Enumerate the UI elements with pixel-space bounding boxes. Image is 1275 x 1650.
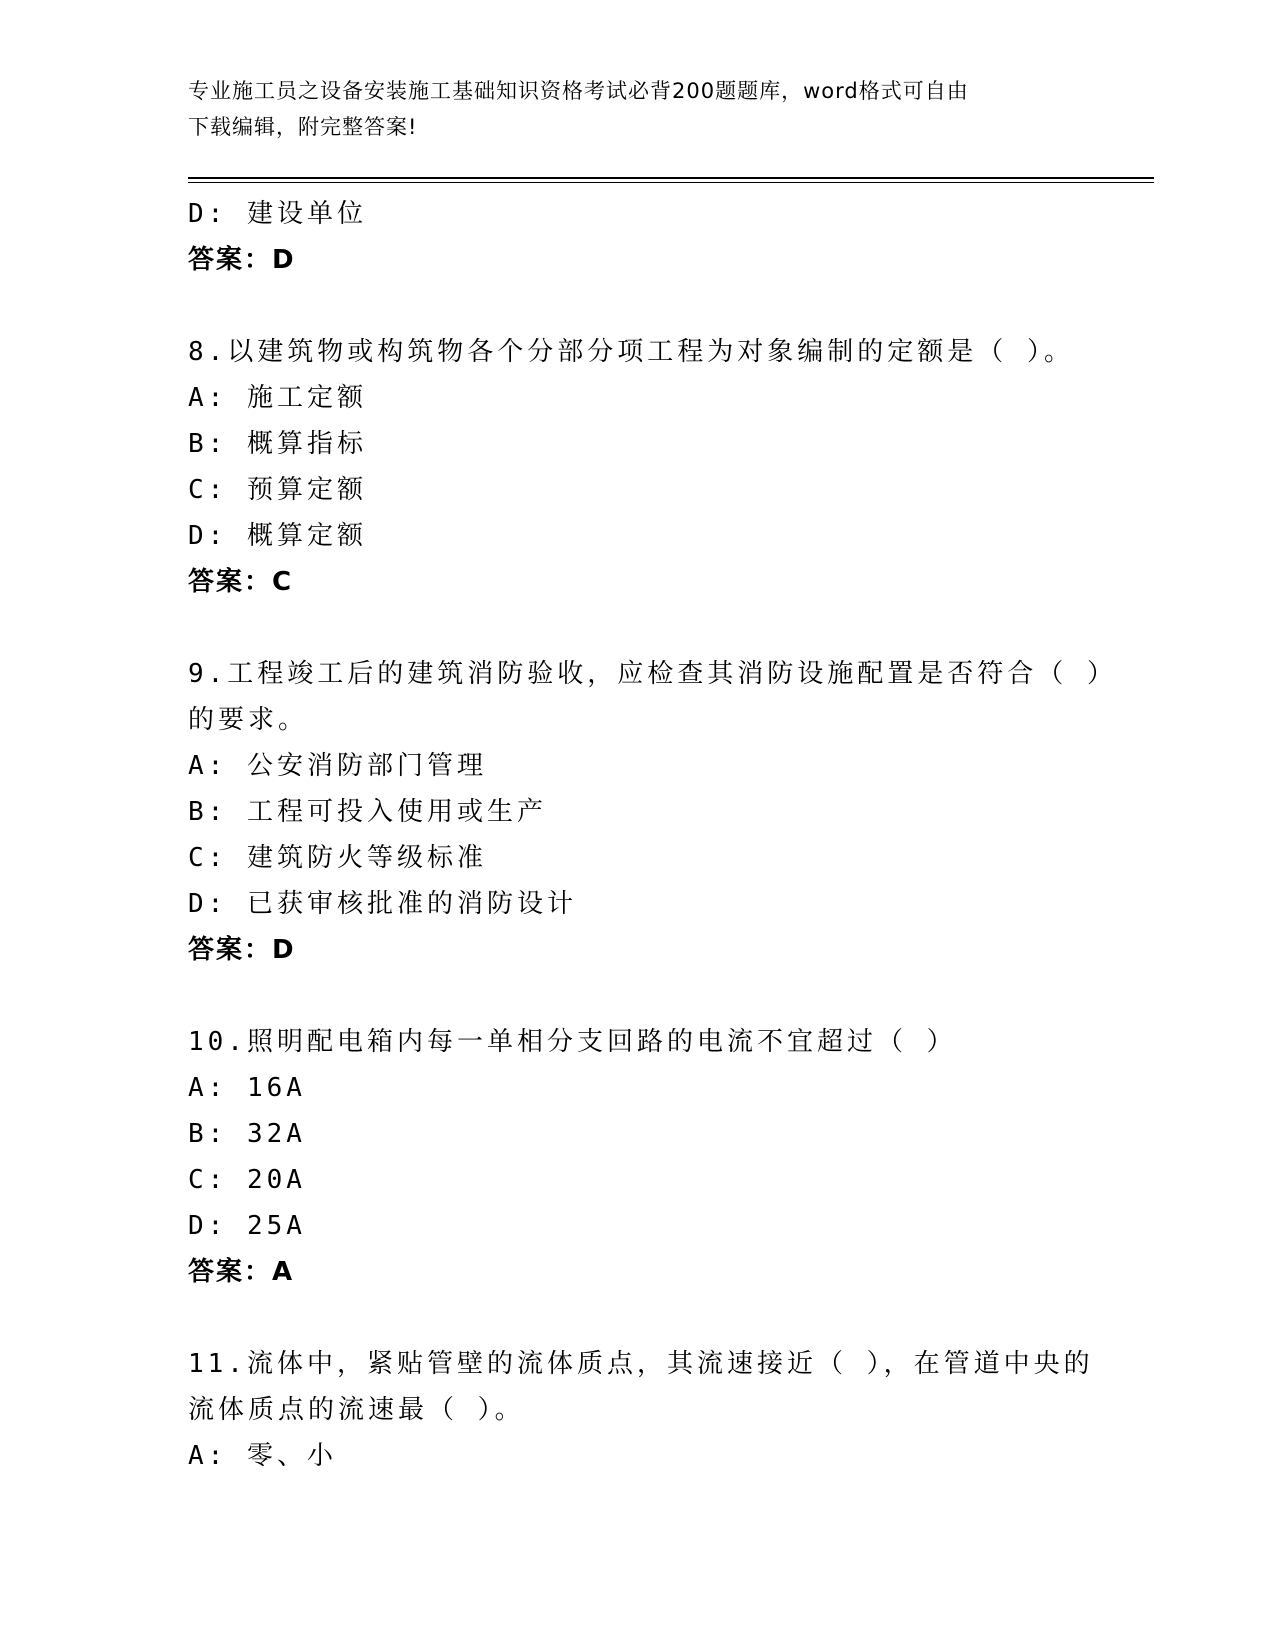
question-stem-line-1: 9.工程竣工后的建筑消防验收，应检查其消防设施配置是否符合（ ） (188, 659, 1117, 689)
question-stem: 10.照明配电箱内每一单相分支回路的电流不宜超过（ ） (188, 1027, 957, 1057)
header-line-1: 专业施工员之设备安装施工基础知识资格考试必背200题题库，word格式可自由 (188, 79, 969, 103)
option-b: B: 概算指标 (188, 429, 367, 459)
option-c: C: 20A (188, 1165, 306, 1195)
option-d: D: 概算定额 (188, 521, 367, 551)
question-list (188, 191, 1117, 1479)
option-b: B: 32A (188, 1119, 306, 1149)
option-d: D: 建设单位 (188, 199, 367, 229)
answer-line: 答案：C (188, 567, 294, 597)
question-9 (188, 651, 1117, 973)
answer-line: 答案：A (188, 1257, 295, 1287)
question-7-tail (188, 191, 1088, 283)
option-a: A: 施工定额 (188, 383, 367, 413)
document-header (188, 73, 1068, 145)
spacer (188, 283, 1088, 329)
question-stem-line-1: 11.流体中，紧贴管壁的流体质点，其流速接近（ ），在管道中央的 (188, 1349, 1094, 1379)
question-10 (188, 1019, 1088, 1295)
question-stem-line-2: 的要求。 (188, 705, 309, 735)
option-b: B: 工程可投入使用或生产 (188, 797, 547, 827)
question-8 (188, 329, 1088, 605)
spacer (188, 973, 1088, 1019)
answer-line: 答案：D (188, 935, 296, 965)
spacer (188, 1295, 1088, 1341)
header-divider-thin (188, 182, 1154, 183)
option-a: A: 零、小 (188, 1441, 337, 1471)
option-d: D: 已获审核批准的消防设计 (188, 889, 577, 919)
question-stem-line-2: 流体质点的流速最（ ）。 (188, 1395, 525, 1425)
spacer (188, 605, 1088, 651)
answer-line: 答案：D (188, 245, 296, 275)
question-11 (188, 1341, 1094, 1479)
header-line-2: 下载编辑，附完整答案! (188, 115, 418, 139)
question-stem: 8.以建筑物或构筑物各个分部分项工程为对象编制的定额是（ ）。 (188, 337, 1074, 367)
option-c: C: 预算定额 (188, 475, 367, 505)
option-a: A: 16A (188, 1073, 306, 1103)
option-a: A: 公安消防部门管理 (188, 751, 487, 781)
header-divider-thick (188, 177, 1154, 179)
option-d: D: 25A (188, 1211, 306, 1241)
option-c: C: 建筑防火等级标准 (188, 843, 487, 873)
